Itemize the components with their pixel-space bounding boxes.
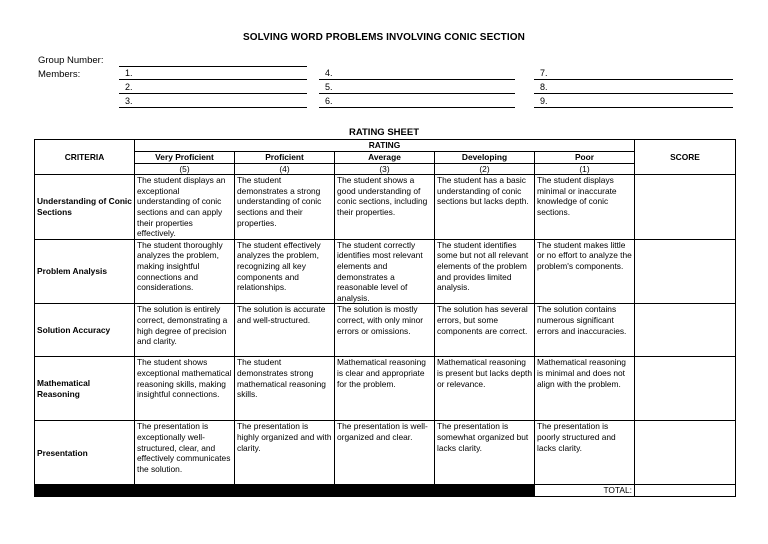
points-4: (4) bbox=[235, 163, 335, 175]
score-cell-mathematical-reasoning[interactable] bbox=[635, 357, 736, 421]
criterion-mathematical-reasoning: Mathematical Reasoning bbox=[35, 357, 135, 421]
points-1: (1) bbox=[535, 163, 635, 175]
member-5-number: 5. bbox=[325, 82, 333, 92]
rubric-cell: The presentation is exceptionally well-structured, clear, and effectively communicates the solution. bbox=[135, 421, 235, 485]
score-header: SCORE bbox=[635, 140, 736, 175]
member-8-line bbox=[534, 93, 733, 94]
rubric-cell: The student makes little or no effort to analyze the problem's components. bbox=[535, 239, 635, 304]
level-average: Average bbox=[335, 152, 435, 164]
member-7-number: 7. bbox=[540, 68, 548, 78]
rubric-cell: The student has a basic understanding of conic sections but lacks depth. bbox=[435, 175, 535, 240]
total-label: TOTAL: bbox=[535, 485, 635, 497]
rubric-cell: The student thoroughly analyzes the problem, making insightful connections and considerations. bbox=[135, 239, 235, 304]
group-number-line bbox=[119, 66, 307, 67]
member-2-line bbox=[119, 93, 307, 94]
group-number-label: Group Number: bbox=[38, 55, 104, 66]
points-2: (2) bbox=[435, 163, 535, 175]
member-9-number: 9. bbox=[540, 96, 548, 106]
total-score-cell[interactable] bbox=[635, 485, 736, 497]
document-title: SOLVING WORD PROBLEMS INVOLVING CONIC SECTION bbox=[243, 32, 525, 43]
member-8-number: 8. bbox=[540, 82, 548, 92]
total-row-black-bar bbox=[35, 485, 535, 497]
rubric-row-problem-analysis bbox=[35, 239, 736, 304]
rubric-cell: The solution is entirely correct, demonstrating a high degree of precision and clarity. bbox=[135, 304, 235, 357]
member-5-line bbox=[319, 93, 515, 94]
member-7-line bbox=[534, 79, 733, 80]
rubric-header-row-1 bbox=[35, 140, 736, 152]
members-label: Members: bbox=[38, 69, 81, 80]
level-poor: Poor bbox=[535, 152, 635, 164]
rubric-cell: The solution contains numerous significant errors and inaccuracies. bbox=[535, 304, 635, 357]
criteria-header: CRITERIA bbox=[35, 140, 135, 175]
member-2-number: 2. bbox=[125, 82, 133, 92]
member-6-number: 6. bbox=[325, 96, 333, 106]
rubric-cell: The student demonstrates a strong understanding of conic sections and their properties. bbox=[235, 175, 335, 240]
rubric-cell: The presentation is poorly structured and lacks clarity. bbox=[535, 421, 635, 485]
rubric-cell: Mathematical reasoning is minimal and does not align with the problem. bbox=[535, 357, 635, 421]
rubric-cell: The presentation is highly organized and with clarity. bbox=[235, 421, 335, 485]
rubric-cell: Mathematical reasoning is clear and appropriate for the problem. bbox=[335, 357, 435, 421]
member-9-line bbox=[534, 107, 733, 108]
rubric-cell: The solution is mostly correct, with only minor errors or omissions. bbox=[335, 304, 435, 357]
points-5: (5) bbox=[135, 163, 235, 175]
member-3-number: 3. bbox=[125, 96, 133, 106]
level-very-proficient: Very Proficient bbox=[135, 152, 235, 164]
level-developing: Developing bbox=[435, 152, 535, 164]
rubric-cell: The presentation is well-organized and clear. bbox=[335, 421, 435, 485]
rubric-cell: The student identifies some but not all relevant elements of the problem and provides limited analysis. bbox=[435, 239, 535, 304]
rubric-cell: The student correctly identifies most relevant elements and demonstrates a reasonable level of analysis. bbox=[335, 239, 435, 304]
score-cell-understanding[interactable] bbox=[635, 175, 736, 240]
rubric-cell: Mathematical reasoning is present but lacks depth or relevance. bbox=[435, 357, 535, 421]
rubric-cell: The presentation is somewhat organized but lacks clarity. bbox=[435, 421, 535, 485]
rubric-row-presentation bbox=[35, 421, 736, 485]
rubric-level-points-row bbox=[35, 163, 736, 175]
rating-rubric-table bbox=[34, 139, 736, 497]
member-6-line bbox=[319, 107, 515, 108]
rubric-cell: The student demonstrates strong mathematical reasoning skills. bbox=[235, 357, 335, 421]
rubric-cell: The solution has several errors, but some components are correct. bbox=[435, 304, 535, 357]
member-1-line bbox=[119, 79, 307, 80]
rubric-cell: The student shows a good understanding of conic sections, including their properties. bbox=[335, 175, 435, 240]
criterion-solution-accuracy: Solution Accuracy bbox=[35, 304, 135, 357]
rubric-cell: The solution is accurate and well-structured. bbox=[235, 304, 335, 357]
score-cell-problem-analysis[interactable] bbox=[635, 239, 736, 304]
member-4-line bbox=[319, 79, 515, 80]
rubric-cell: The student effectively analyzes the problem, recognizing all key components and relationships. bbox=[235, 239, 335, 304]
rubric-cell: The student shows exceptional mathematical reasoning skills, making insightful connections. bbox=[135, 357, 235, 421]
member-4-number: 4. bbox=[325, 68, 333, 78]
rubric-row-understanding bbox=[35, 175, 736, 240]
rubric-total-row bbox=[35, 485, 736, 497]
points-3: (3) bbox=[335, 163, 435, 175]
rubric-row-mathematical-reasoning bbox=[35, 357, 736, 421]
level-proficient: Proficient bbox=[235, 152, 335, 164]
rating-header: RATING bbox=[135, 140, 635, 152]
score-cell-presentation[interactable] bbox=[635, 421, 736, 485]
rating-sheet-title: RATING SHEET bbox=[348, 127, 420, 138]
member-1-number: 1. bbox=[125, 68, 133, 78]
criterion-understanding: Understanding of Conic Sections bbox=[35, 175, 135, 240]
criterion-presentation: Presentation bbox=[35, 421, 135, 485]
score-cell-solution-accuracy[interactable] bbox=[635, 304, 736, 357]
criterion-problem-analysis: Problem Analysis bbox=[35, 239, 135, 304]
rubric-cell: The student displays minimal or inaccurate knowledge of conic sections. bbox=[535, 175, 635, 240]
rubric-cell: The student displays an exceptional understanding of conic sections and can apply their properties effectively. bbox=[135, 175, 235, 240]
rubric-row-solution-accuracy bbox=[35, 304, 736, 357]
rubric-level-names-row bbox=[35, 152, 736, 164]
member-3-line bbox=[119, 107, 307, 108]
